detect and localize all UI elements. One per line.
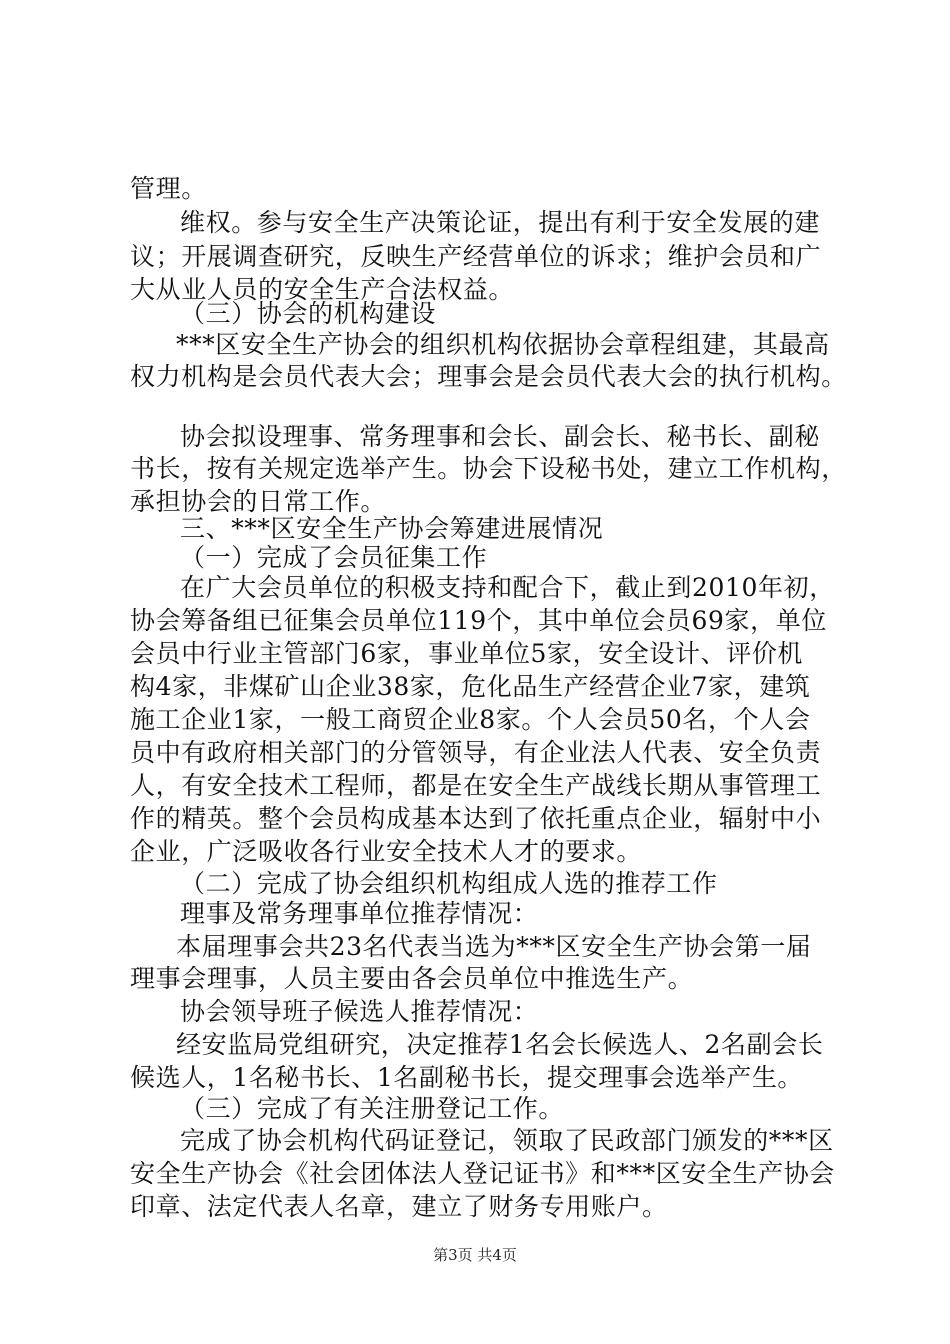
text-line: 权力机构是会员代表大会；理事会是会员代表大会的执行机构。: [130, 362, 847, 391]
section-heading: （三）完成了有关注册登记工作。: [180, 1094, 565, 1123]
text-line: 在广大会员单位的积极支持和配合下，截止到2010年初，: [180, 573, 835, 602]
text-line: 印章、法定代表人名章，建立了财务专用账户。: [130, 1192, 668, 1221]
text-line: 施工企业1家，一般工商贸企业8家。个人会员50名，个人会: [130, 705, 811, 734]
text-line: 书长，按有关规定选举产生。协会下设秘书处，建立工作机构，: [130, 454, 847, 483]
text-line: 人，有安全技术工程师，都是在安全生产战线长期从事管理工: [130, 771, 822, 800]
text-line: 承担协会的日常工作。: [130, 487, 387, 516]
section-heading: （一）完成了会员征集工作: [180, 543, 488, 572]
text-line: 完成了协会机构代码证登记，领取了民政部门颁发的***区: [180, 1126, 834, 1155]
text-line: 会员中行业主管部门6家，事业单位5家，安全设计、评价机: [130, 639, 804, 668]
text-line: 协会领导班子候选人推荐情况：: [180, 997, 539, 1026]
text-line: 安全生产协会《社会团体法人登记证书》和***区安全生产协会: [130, 1159, 835, 1188]
text-line: 管理。: [130, 174, 207, 203]
text-line: 经安监局党组研究，决定推荐1名会长候选人、2名副会长: [176, 1030, 824, 1059]
text-line: 维权。参与安全生产决策论证，提出有利于安全发展的建: [180, 208, 821, 237]
section-heading: （二）完成了协会组织机构组成人选的推荐工作: [180, 869, 718, 898]
text-line: 理事及常务理事单位推荐情况：: [180, 899, 539, 928]
section-heading: 三、***区安全生产协会筹建进展情况: [180, 514, 604, 543]
page-number-footer: 第3页 共4页: [433, 1246, 517, 1264]
text-line: 大从业人员的安全生产合法权益。: [130, 275, 515, 304]
text-line: 构4家，非煤矿山企业38家，危化品生产经营企业7家，建筑: [130, 672, 811, 701]
text-line: 协会筹备组已征集会员单位119个，其中单位会员69家，单位: [130, 606, 827, 635]
text-line: 理事会理事，人员主要由各会员单位中推选生产。: [130, 964, 694, 993]
text-line: 员中有政府相关部门的分管领导，有企业法人代表、安全负责: [130, 738, 822, 767]
text-line: 本届理事会共23名代表当选为***区安全生产协会第一届: [176, 932, 812, 961]
text-line: 协会拟设理事、常务理事和会长、副会长、秘书长、副秘: [180, 422, 821, 451]
text-line: 议；开展调查研究，反映生产经营单位的诉求；维护会员和广: [130, 242, 822, 271]
section-heading: （三）协会的机构建设: [180, 299, 437, 328]
text-line: 候选人，1名秘书长、1名副秘书长，提交理事会选举产生。: [130, 1063, 804, 1092]
text-line: 企业，广泛吸收各行业安全技术人才的要求。: [130, 837, 643, 866]
text-line: ***区安全生产协会的组织机构依据协会章程组建，其最高: [176, 330, 830, 359]
text-line: 作的精英。整个会员构成基本达到了依托重点企业，辐射中小: [130, 804, 822, 833]
